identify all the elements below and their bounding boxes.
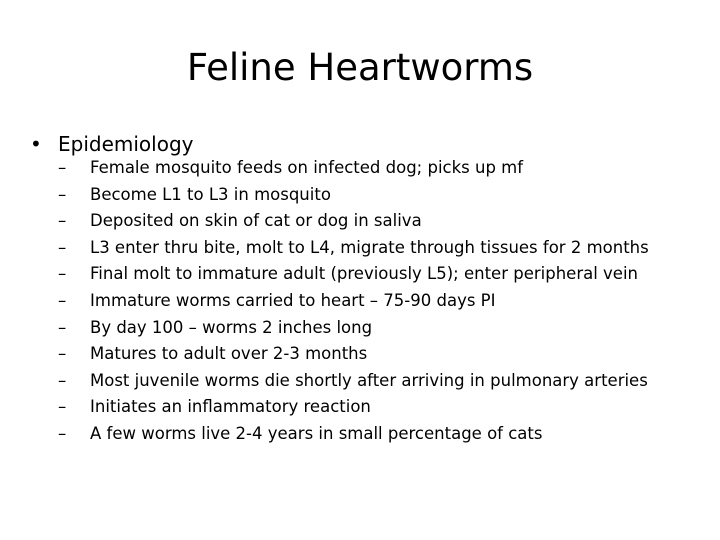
list-item-text: Matures to adult over 2-3 months [90, 344, 368, 364]
list-item-text: By day 100 – worms 2 inches long [90, 317, 373, 337]
list-item [58, 238, 649, 265]
list-item-text: A few worms live 2-4 years in small percentage of cats [90, 423, 543, 443]
dash-marker: – [58, 344, 67, 364]
list-item [58, 424, 649, 451]
list-item-text: Become L1 to L3 in mosquito [90, 184, 331, 204]
list-item [58, 397, 649, 424]
dash-marker: – [58, 158, 67, 177]
dash-marker: – [58, 397, 67, 417]
slide-title: Feline Heartworms [186, 46, 534, 89]
list-item-text: Initiates an inflammatory reaction [90, 397, 371, 417]
dash-marker: – [58, 264, 67, 284]
sub-bullet-list [58, 158, 649, 451]
list-item [58, 318, 649, 345]
list-item-text: Most juvenile worms die shortly after arriving in pulmonary arteries [90, 370, 648, 390]
dash-marker: – [58, 290, 67, 310]
list-item [58, 264, 649, 291]
bullet-marker: • [30, 132, 42, 156]
list-item [58, 185, 649, 212]
list-item [58, 344, 649, 371]
dash-marker: – [58, 237, 67, 257]
dash-marker: – [58, 370, 67, 390]
list-item [58, 211, 649, 238]
list-item [58, 371, 649, 398]
dash-marker: – [58, 184, 67, 204]
dash-marker: – [58, 423, 67, 443]
list-item [58, 291, 649, 318]
list-item-text: Female mosquito feeds on infected dog; picks up mf [90, 158, 524, 177]
list-item-text: Deposited on skin of cat or dog in saliva [90, 211, 422, 231]
list-item [58, 158, 649, 185]
dash-marker: – [58, 211, 67, 231]
dash-marker: – [58, 317, 67, 337]
list-item-text: L3 enter thru bite, molt to L4, migrate through tissues for 2 months [90, 237, 649, 257]
list-item-text: Immature worms carried to heart – 75-90 days PI [90, 290, 496, 310]
list-item-text: Final molt to immature adult (previously L5); enter peripheral vein [90, 264, 638, 284]
section-label: Epidemiology [58, 132, 194, 156]
section-bullet [30, 130, 194, 158]
